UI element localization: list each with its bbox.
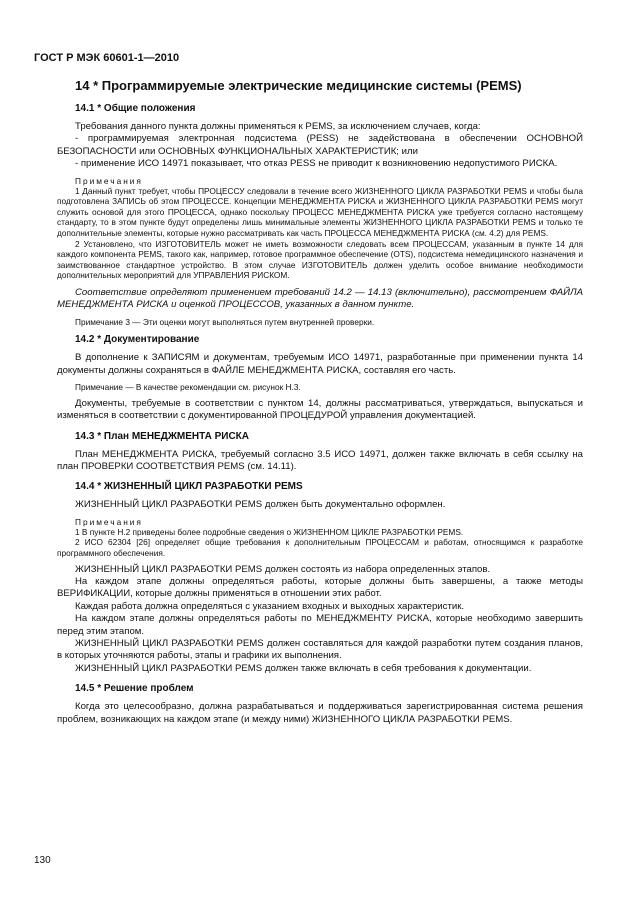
- note: 2 ИСО 62304 [26] определяет общие требования к дополнительным ПРОЦЕССАМ и работам, относящимся к разработке программного обеспечения.: [57, 537, 583, 558]
- paragraph: На каждом этапе должны определяться работы, которые должны быть завершены, а также методы ВЕРИФИКАЦИИ, которые должны применяться в отношении этих работ.: [57, 576, 583, 600]
- note: 1 В пункте Н.2 приведены более подробные сведения о ЖИЗНЕННОМ ЦИКЛЕ РАЗРАБОТКИ PEMS.: [75, 526, 464, 537]
- section-14-title: 14 * Программируемые электрические медицинские системы (PEMS): [75, 78, 522, 93]
- note: 2 Установлено, что ИЗГОТОВИТЕЛЬ может не иметь возможности следовать всем ПРОЦЕССАМ, указанным в пункте 14 для каждого компонента PEMS, такого как, например, готовое программное обеспечение (OTS), подсистема немедицинского назначения и заимствованное стандартное устройство. В этом случае ИЗГОТОВИТЕЛЬ должен уделить особое внимание необходимости дополнительных мероприятий для УПРАВЛЕНИЯ РИСКОМ.: [57, 238, 583, 281]
- page-number: 130: [34, 855, 51, 866]
- note: 1 Данный пункт требует, чтобы ПРОЦЕССУ следовали в течение всего ЖИЗНЕННОГО ЦИКЛА РАЗРАБОТКИ PEMS и чтобы была подготовлена ЗАПИСЬ об этом ПРОЦЕССЕ. Концепции МЕНЕДЖМЕНТА РИСКА и ЖИЗНЕННОГО ЦИКЛА РАЗРАБОТКИ PEMS могут служить основой для этого ПРОЦЕССА, однако поскольку ПРОЦЕСС МЕНЕДЖМЕНТА РИСКА уже требуется согласно настоящему стандарту, то в этом пункте будут определены лишь минимальные элементы ЖИЗНЕННОГО ЦИКЛА РАЗРАБОТКИ PEMS и только те дополнительные элементы, которые нужно рассматривать как часть ПРОЦЕССА МЕНЕДЖМЕНТА РИСКА (см. 4.2) для PEMS.: [57, 185, 583, 238]
- note: Примечание 3 — Эти оценки могут выполняться путем внутренней проверки.: [75, 316, 375, 327]
- paragraph: Когда это целесообразно, должна разрабатываться и поддерживаться зарегистрированная система решения проблем, возникающих на каждом этапе (и между ними) ЖИЗНЕННОГО ЦИКЛА РАЗРАБОТКИ PEMS.: [57, 701, 583, 725]
- section-14-1-heading: 14.1 * Общие положения: [75, 103, 196, 114]
- notes-heading: Примечания: [75, 516, 143, 527]
- paragraph: - программируемая электронная подсистема (PESS) не задействована в обеспечении ОСНОВНОЙ БЕЗОПАСНОСТИ или ОСНОВНЫХ ФУНКЦИОНАЛЬНЫХ ХАРАКТЕРИСТИК; или: [57, 133, 583, 157]
- paragraph: ЖИЗНЕННЫЙ ЦИКЛ РАЗРАБОТКИ PEMS должен составляться для каждой разработки путем создания планов, в которых уточняются работы, этапы и графики их выполнения.: [57, 638, 583, 662]
- notes-heading: Примечания: [75, 175, 143, 186]
- section-14-5-heading: 14.5 * Решение проблем: [75, 683, 194, 695]
- compliance-statement: Соответствие определяют применением требований 14.2 — 14.13 (включительно), рассмотрением ФАЙЛА МЕНЕДЖМЕНТА РИСКА и оценкой ПРОЦЕССОВ, указанных в данном пункте.: [57, 286, 583, 311]
- paragraph: План МЕНЕДЖМЕНТА РИСКА, требуемый согласно 3.5 ИСО 14971, должен также включать в себя ссылку на план ПРОВЕРКИ СООТВЕТСТВИЯ PEMS (см. 14.11).: [57, 448, 583, 472]
- note: Примечание — В качестве рекомендации см. рисунок Н.3.: [75, 382, 301, 393]
- paragraph: На каждом этапе должны определяться работы по МЕНЕДЖМЕНТУ РИСКА, которые необходимо завершить перед этим этапом.: [57, 613, 583, 637]
- paragraph: Документы, требуемые в соответствии с пунктом 14, должны рассматриваться, утверждаться, выпускаться и изменяться в соответствии с документированной ПРОЦЕДУРОЙ управления документацией.: [57, 397, 583, 422]
- paragraph: Каждая работа должна определяться с указанием входных и выходных характеристик.: [75, 600, 465, 612]
- paragraph: ЖИЗНЕННЫЙ ЦИКЛ РАЗРАБОТКИ PEMS должен также включать в себя требования к документации.: [75, 662, 532, 674]
- paragraph: Требования данного пункта должны применяться к PEMS, за исключением случаев, когда:: [75, 121, 481, 132]
- document-header: ГОСТ Р МЭК 60601-1—2010: [34, 52, 180, 64]
- paragraph: ЖИЗНЕННЫЙ ЦИКЛ РАЗРАБОТКИ PEMS должен состоять из набора определенных этапов.: [75, 563, 491, 575]
- paragraph: - применение ИСО 14971 показывает, что отказ PESS не приводит к возникновению недопустимого РИСКА.: [75, 158, 558, 170]
- paragraph: ЖИЗНЕННЫЙ ЦИКЛ РАЗРАБОТКИ PEMS должен быть документально оформлен.: [75, 499, 446, 511]
- page-content: [57, 78, 583, 726]
- section-14-3-heading: 14.3 * План МЕНЕДЖМЕНТА РИСКА: [75, 430, 249, 442]
- section-14-4-heading: 14.4 * ЖИЗНЕННЫЙ ЦИКЛ РАЗРАБОТКИ PEMS: [75, 481, 303, 493]
- section-14-2-heading: 14.2 * Документирование: [75, 334, 200, 346]
- paragraph: В дополнение к ЗАПИСЯМ и документам, требуемым ИСО 14971, разработанные при применении пункта 14 документы должны сохраняться в ФАЙЛЕ МЕНЕДЖМЕНТА РИСКА, составляя его часть.: [57, 352, 583, 376]
